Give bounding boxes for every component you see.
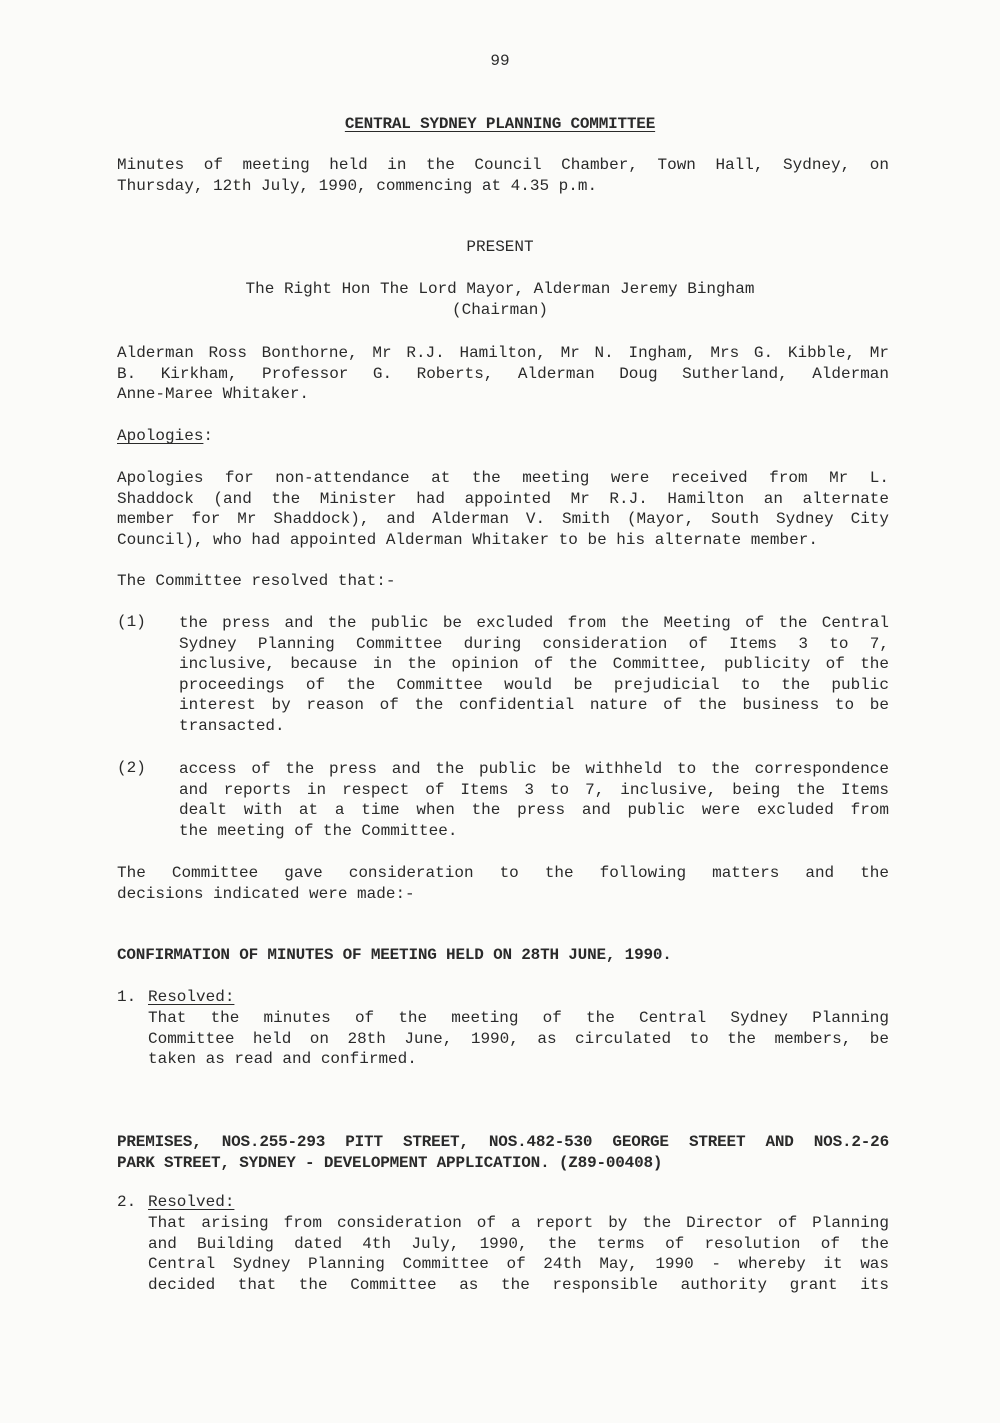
consideration-line: The Committee gave consideration to the following matters and the [117, 864, 889, 882]
apologies-colon: : [203, 427, 214, 445]
apologies-line: member for Mr Shaddock), and Alderman V. Smith (Mayor, South Sydney City [117, 510, 889, 528]
item1-heading: CONFIRMATION OF MINUTES OF MEETING HELD ON 28TH JUNE, 1990. [117, 946, 672, 964]
item1-resolved-text: Resolved: [148, 988, 235, 1006]
members-line: B. Kirkham, Professor G. Roberts, Alderman Doug Sutherland, Alderman [117, 364, 889, 383]
resolution-line: dealt with at a time when the press and public were excluded from [179, 801, 889, 819]
resolution-line: inclusive, because in the opinion of the Committee, publicity of the [179, 655, 889, 673]
document-title-text: CENTRAL SYDNEY PLANNING COMMITTEE [344, 115, 656, 133]
item2-number: 2. [117, 1193, 137, 1211]
consideration-line: decisions indicated were made:- [117, 884, 415, 903]
item1-line: taken as read and confirmed. [148, 1050, 417, 1068]
members-line: Anne-Maree Whitaker. [117, 385, 310, 403]
apologies-line: Apologies for non-attendance at the meeting were received from Mr L. [117, 469, 889, 487]
present-heading: PRESENT [466, 238, 534, 256]
members-paragraph [117, 343, 889, 405]
resolution-line: interest by reason of the confidential nature of the business to be [179, 696, 889, 714]
item1-number: 1. [117, 988, 137, 1006]
apologies-line: Council), who had appointed Alderman Whitaker to be his alternate member. [117, 530, 818, 549]
item1-body [148, 1008, 889, 1070]
item2-resolved-text: Resolved: [148, 1193, 235, 1211]
resolution-line: transacted. [179, 716, 285, 735]
resolution-line: Sydney Planning Committee during consideration of Items 3 to 7, [179, 634, 889, 653]
chairman-line: The Right Hon The Lord Mayor, Alderman Jeremy Bingham [245, 280, 755, 298]
apologies-paragraph [117, 468, 889, 550]
chairman-role: (Chairman) [451, 301, 548, 319]
item1-resolved [148, 988, 234, 1006]
item2-line: decided that the Committee as the responsible authority grant its [148, 1275, 889, 1294]
resolution-line: the press and the public be excluded from the Meeting of the Central [179, 614, 889, 632]
consideration-paragraph [117, 863, 889, 904]
resolution-line: proceedings of the Committee would be prejudicial to the public [179, 675, 889, 694]
item1-line: That the minutes of the meeting of the Central Sydney Planning [148, 1009, 889, 1027]
resolved-intro: The Committee resolved that:- [117, 572, 396, 590]
members-line: Alderman Ross Bonthorne, Mr R.J. Hamilton, Mr N. Ingham, Mrs G. Kibble, Mr [117, 344, 889, 362]
item1-line: Committee held on 28th June, 1990, as circulated to the members, be [148, 1029, 889, 1048]
intro-line: Thursday, 12th July, 1990, commencing at 4.35 p.m. [117, 176, 598, 195]
item2-line: That arising from consideration of a report by the Director of Planning [148, 1214, 889, 1232]
resolution-line: and reports in respect of Items 3 to 7, inclusive, being the Items [179, 780, 889, 799]
intro-paragraph [117, 155, 889, 196]
item2-heading [117, 1132, 889, 1173]
resolution-line: access of the press and the public be withheld to the correspondence [179, 760, 889, 778]
document-title [0, 115, 1000, 133]
apologies-line: Shaddock (and the Minister had appointed Mr R.J. Hamilton an alternate [117, 489, 889, 508]
item2-heading-line: PARK STREET, SYDNEY - DEVELOPMENT APPLICATION. (Z89-00408) [117, 1153, 663, 1172]
item2-line: and Building dated 4th July, 1990, the terms of resolution of the [148, 1234, 889, 1253]
resolution-line: the meeting of the Committee. [179, 821, 458, 840]
page-number: 99 [490, 52, 510, 70]
item2-resolved [148, 1193, 234, 1211]
resolution-2 [179, 759, 889, 841]
intro-line: Minutes of meeting held in the Council Chamber, Town Hall, Sydney, on [117, 156, 889, 174]
resolution-1 [179, 613, 889, 736]
item2-heading-line: PREMISES, NOS.255-293 PITT STREET, NOS.482-530 GEORGE STREET AND NOS.2-26 [117, 1133, 889, 1151]
resolution-number: (2) [117, 759, 146, 777]
apologies-heading-text: Apologies [117, 427, 204, 445]
resolution-number: (1) [117, 613, 146, 631]
item2-line: Central Sydney Planning Committee of 24th May, 1990 - whereby it was [148, 1255, 889, 1273]
item2-body [148, 1213, 889, 1295]
apologies-heading [117, 427, 213, 445]
